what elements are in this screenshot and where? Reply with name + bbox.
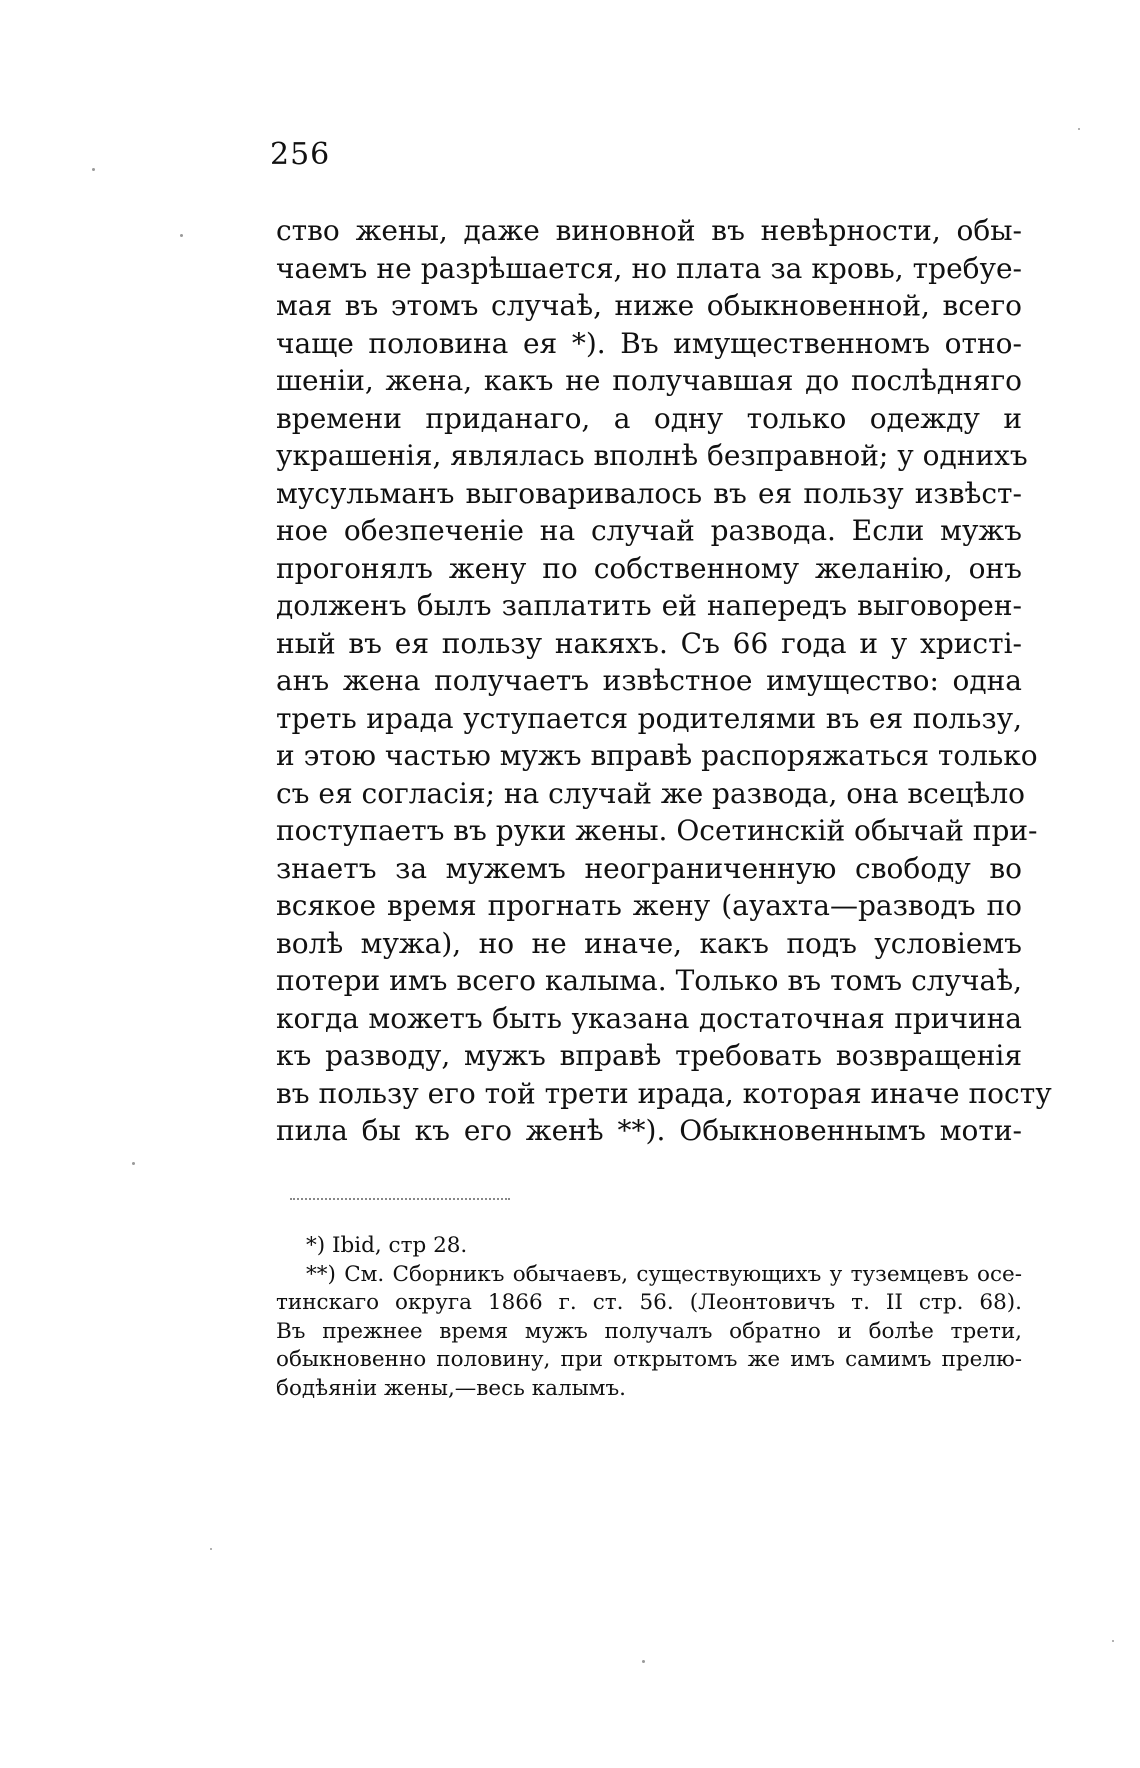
footnote-2-line: обыкновенно половину, при открытомъ же имъ самимъ прелю-: [276, 1347, 1022, 1372]
footnote-2-line: тинскаго округа 1866 г. ст. 56. (Леонтовичъ т. II стр. 68).: [276, 1290, 1022, 1315]
page-number: 256: [270, 137, 331, 172]
footnote-2-line: Въ прежнее время мужъ получалъ обратно и болѣе трети,: [276, 1318, 1022, 1344]
scan-speck: [92, 168, 95, 171]
text-line: поступаетъ въ руки жены. Осетинскій обычай при-: [276, 814, 1038, 847]
text-line: къ разводу, мужъ вправѣ требовать возвращенія: [276, 1039, 1022, 1072]
scan-speck: [1078, 128, 1080, 130]
scan-speck: [132, 1162, 135, 1165]
text-line: украшенія, являлась вполнѣ безправной; у однихъ: [276, 439, 1028, 472]
text-line: ный въ ея пользу накяхъ. Съ 66 года и у христі-: [276, 626, 1022, 660]
body-text: [276, 212, 1052, 1150]
footnote-2-line: бодѣяніи жены,—весь калымъ.: [276, 1375, 626, 1401]
text-line: и этою частью мужъ вправѣ распоряжаться только: [276, 739, 1038, 772]
footnote-separator: [290, 1198, 510, 1200]
text-line: волѣ мужа), но не иначе, какъ подъ условіемъ: [276, 926, 1022, 960]
text-line: съ ея согласія; на случай же развода, она всецѣло: [276, 776, 1025, 810]
scan-speck: [1112, 1640, 1114, 1642]
footnotes: [276, 1232, 1022, 1403]
footnote-2-line: **) См. Сборникъ обычаевъ, существующихъ у туземцевъ осе-: [306, 1261, 1022, 1287]
text-line: треть ирада уступается родителями въ ея пользу,: [276, 701, 1022, 735]
text-line: всякое время прогнать жену (ауахта—разводъ по: [276, 889, 1022, 922]
text-line: шеніи, жена, какъ не получавшая до послѣдняго: [276, 364, 1022, 397]
text-line: долженъ былъ заплатить ей напередъ выговорен-: [276, 589, 1022, 622]
scan-speck: [642, 1660, 645, 1663]
text-line: прогонялъ жену по собственному желанію, онъ: [276, 551, 1022, 585]
footnote-1: *) Ibid, стр 28.: [306, 1233, 468, 1258]
text-line: времени приданаго, а одну только одежду и: [276, 401, 1022, 435]
text-line: пила бы къ его женѣ **). Обыкновеннымъ моти-: [276, 1114, 1022, 1147]
text-line: мусульманъ выговаривалось въ ея пользу извѣст-: [276, 476, 1022, 510]
text-line: анъ жена получаетъ извѣстное имущество: одна: [276, 664, 1022, 697]
text-line: чаще половина ея *). Въ имущественномъ отно-: [276, 326, 1022, 360]
text-line: въ пользу его той трети ирада, которая иначе посту: [276, 1076, 1052, 1110]
text-line: чаемъ не разрѣшается, но плата за кровь, требуе-: [276, 251, 1022, 285]
text-line: знаетъ за мужемъ неограниченную свободу во: [276, 851, 1022, 885]
text-line: потери имъ всего калыма. Только въ томъ случаѣ,: [276, 964, 1022, 997]
text-line: мая въ этомъ случаѣ, ниже обыкновенной, всего: [276, 289, 1022, 322]
scan-speck: [180, 234, 183, 237]
text-line: ное обезпеченіе на случай развода. Если мужъ: [276, 514, 1022, 547]
text-line: когда можетъ быть указана достаточная причина: [276, 1001, 1022, 1035]
text-line: ство жены, даже виновной въ невѣрности, обы-: [276, 214, 1022, 247]
scan-speck: [210, 1548, 212, 1550]
